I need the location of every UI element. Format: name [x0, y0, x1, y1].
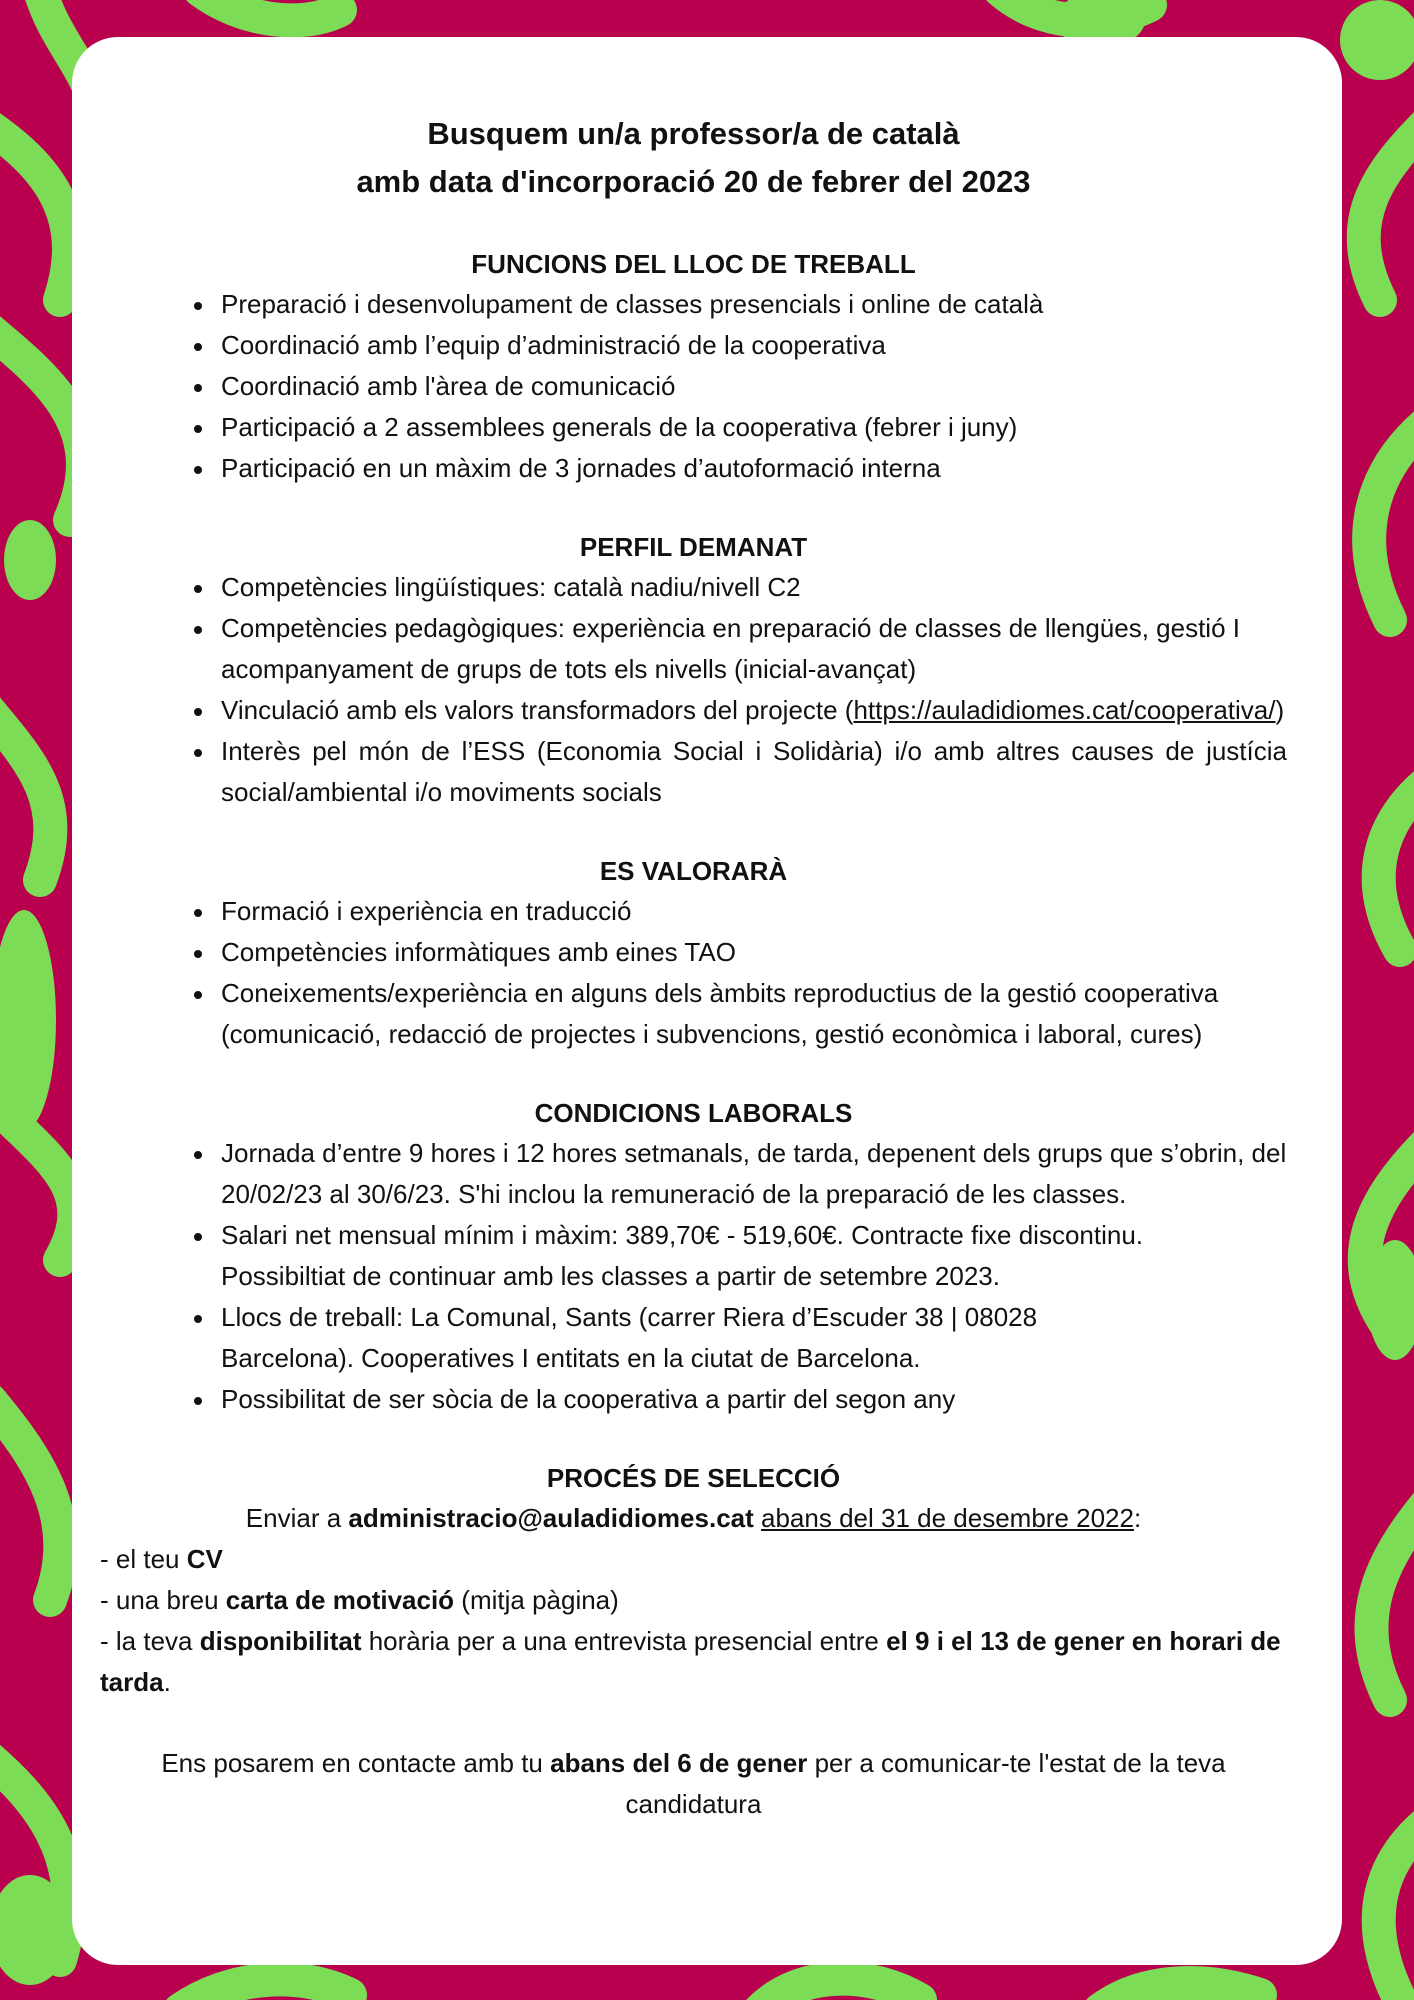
perfil-item: Competències pedagògiques: experiència en preparació de classes de llengües, gestió I acompanyament de grups de tots els nivells (inicial-avançat) [221, 608, 1287, 690]
heading-perfil: PERFIL DEMANAT [579, 532, 808, 562]
disp-mid: horària per a una entrevista presencial entre [361, 1626, 887, 1656]
carta-prefix: - una breu [100, 1585, 226, 1615]
requirement-cv [100, 1539, 1287, 1580]
condicions-item [221, 1215, 1287, 1297]
condicions-item: Possibilitat de ser sòcia de la cooperativa a partir del segon any [221, 1379, 1287, 1420]
valorara-list [100, 891, 1287, 1055]
perfil-item [221, 690, 1287, 731]
send-instructions [100, 1498, 1287, 1539]
closing-suffix: per a comunicar-te l'estat de la teva candidatura [625, 1748, 1226, 1819]
salary-line-1: Salari net mensual mínim i màxim: 389,70€ - 519,60€. Contracte fixe discontinu. [221, 1220, 1144, 1250]
location-line-2: Barcelona). Cooperatives I entitats en la ciutat de Barcelona. [221, 1343, 921, 1373]
closing-date: abans del 6 de gener [550, 1748, 808, 1778]
condicions-list [100, 1133, 1287, 1420]
funcions-item: Preparació i desenvolupament de classes presencials i online de català [221, 284, 1287, 325]
heading-proces: PROCÉS DE SELECCIÓ [546, 1463, 841, 1493]
perfil-item: Competències lingüístiques: català nadiu/nivell C2 [221, 567, 1287, 608]
perfil-item-text-end: ) [1275, 695, 1285, 725]
send-colon: : [1133, 1503, 1142, 1533]
closing-note [100, 1743, 1287, 1825]
send-space [754, 1503, 761, 1533]
cooperativa-link[interactable]: https://auladidiomes.cat/cooperativa/ [853, 695, 1276, 725]
disp-prefix: - la teva [100, 1626, 200, 1656]
funcions-list [100, 284, 1287, 489]
heading-funcions: FUNCIONS DEL LLOC DE TREBALL [471, 249, 916, 279]
disp-label: disponibilitat [199, 1626, 362, 1656]
title-line-1: Busquem un/a professor/a de català [427, 116, 960, 151]
perfil-item: Interès pel món de l’ESS (Economia Social i Solidària) i/o amb altres causes de justícia social/ambiental i/o moviments socials [221, 731, 1287, 813]
title-line-2: amb data d'incorporació 20 de febrer del 2023 [356, 164, 1031, 199]
closing-prefix: Ens posarem en contacte amb tu [161, 1748, 551, 1778]
funcions-item: Coordinació amb l’equip d’administració de la cooperativa [221, 325, 1287, 366]
cv-prefix: - el teu [100, 1544, 187, 1574]
cv-label: CV [186, 1544, 223, 1574]
funcions-item: Participació en un màxim de 3 jornades d’autoformació interna [221, 448, 1287, 489]
perfil-item-text: Vinculació amb els valors transformadors del projecte ( [221, 695, 854, 725]
email-address[interactable]: administracio@auladidiomes.cat [348, 1503, 754, 1533]
valorara-item: Competències informàtiques amb eines TAO [221, 932, 1287, 973]
perfil-list [100, 567, 1287, 813]
funcions-item: Participació a 2 assemblees generals de la cooperativa (febrer i juny) [221, 407, 1287, 448]
heading-condicions: CONDICIONS LABORALS [534, 1098, 853, 1128]
funcions-item: Coordinació amb l'àrea de comunicació [221, 366, 1287, 407]
valorara-item: Formació i experiència en traducció [221, 891, 1287, 932]
condicions-item: Jornada d’entre 9 hores i 12 hores setmanals, de tarda, depenent dels grups que s’obrin, del 20/02/23 al 30/6/23. S'hi inclou la remuneració de la preparació de les classes. [221, 1133, 1287, 1215]
disp-dates: el 9 i el 13 de gener en horari de tarda [100, 1626, 1281, 1697]
location-line-1: Llocs de treball: La Comunal, Sants (carrer Riera d’Escuder 38 | 08028 [221, 1302, 1038, 1332]
requirement-disponibilitat [100, 1621, 1287, 1703]
deadline: abans del 31 de desembre 2022 [761, 1503, 1134, 1533]
salary-line-2: Possibiltiat de continuar amb les classes a partir de setembre 2023. [221, 1261, 1000, 1291]
carta-suffix: (mitja pàgina) [454, 1585, 619, 1615]
condicions-item [221, 1297, 1287, 1379]
send-prefix: Enviar a [245, 1503, 349, 1533]
carta-label: carta de motivació [225, 1585, 455, 1615]
job-posting [100, 110, 1287, 1825]
heading-valorara: ES VALORARÀ [599, 856, 788, 886]
valorara-item: Coneixements/experiència en alguns dels àmbits reproductius de la gestió cooperativa (comunicació, redacció de projectes i subvencions, gestió econòmica i laboral, cures) [221, 973, 1287, 1055]
requirement-carta [100, 1580, 1287, 1621]
disp-end: . [163, 1667, 171, 1697]
